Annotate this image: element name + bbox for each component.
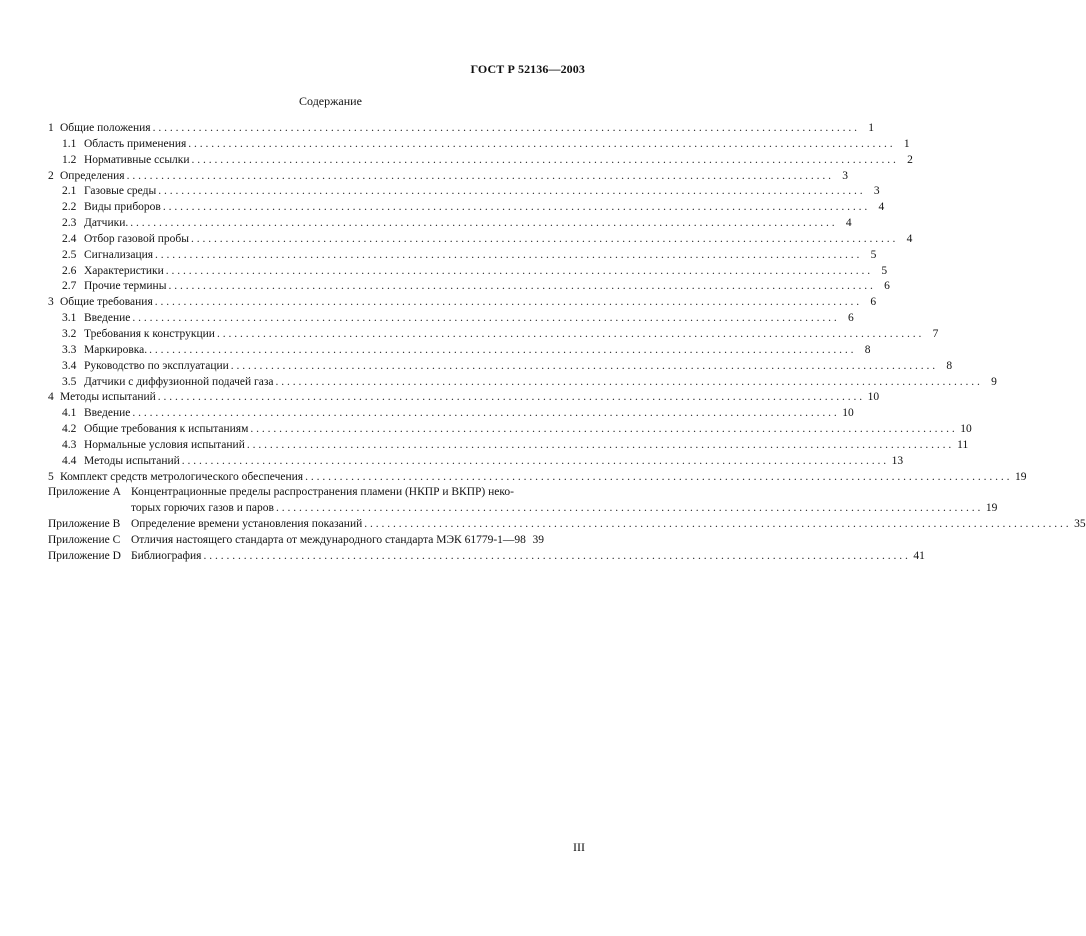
toc-entry[interactable] — [48, 248, 877, 264]
toc-entry-number: 2 — [48, 169, 54, 182]
dot-leader — [217, 327, 921, 343]
dot-leader — [155, 295, 859, 311]
toc-title: Содержание — [299, 94, 362, 108]
toc-entry-page: 9 — [991, 375, 997, 388]
toc-entry-label: Прочие термины — [84, 280, 167, 293]
toc-appendix-entry-continuation[interactable] — [48, 501, 998, 517]
toc-entry-label: Область применения — [84, 137, 187, 150]
dot-leader — [127, 169, 831, 185]
toc-entry[interactable] — [48, 232, 913, 248]
dot-leader — [132, 311, 836, 327]
toc-entry-page: 8 — [946, 359, 953, 372]
toc-entry[interactable] — [48, 406, 854, 422]
toc-entry[interactable] — [48, 295, 877, 311]
toc-entry-number: 3.2 — [62, 327, 77, 340]
dot-leader — [168, 279, 872, 295]
toc-entry-number: 4.4 — [62, 454, 77, 467]
toc-entry[interactable] — [48, 359, 953, 375]
toc-appendix-entry[interactable] — [48, 517, 1086, 533]
dot-leader — [166, 264, 870, 280]
toc-entry-page: 5 — [881, 264, 888, 277]
toc-entry-label: Методы испытаний — [60, 391, 156, 404]
toc-entry-number: 2.7 — [62, 280, 77, 293]
toc-entry-page: 6 — [884, 280, 890, 293]
toc-entry-number: 2.5 — [62, 248, 77, 261]
toc-entry[interactable] — [48, 121, 874, 137]
toc-entry-number: 3.1 — [62, 312, 77, 325]
toc-entry-number: 1.1 — [62, 137, 77, 150]
toc-appendix-number: Приложение А — [48, 486, 121, 499]
toc-entry-label: Методы испытаний — [84, 454, 180, 467]
dot-leader — [153, 121, 857, 137]
toc-entry-page: 10 — [960, 423, 972, 436]
dot-leader — [250, 422, 954, 438]
toc-appendix-entry[interactable] — [48, 549, 925, 565]
toc-entry-label: Отбор газовой пробы — [84, 232, 189, 245]
toc-appendix-label: Библиография — [131, 549, 202, 562]
dot-leader — [203, 549, 907, 565]
dot-leader — [231, 359, 935, 375]
toc-entry-number: 3.4 — [62, 359, 77, 372]
toc-entry-number: 4.3 — [62, 438, 77, 451]
page-number: III — [573, 840, 585, 854]
toc-entry-number: 2.1 — [62, 185, 77, 198]
toc-entry-number: 3 — [48, 296, 54, 309]
toc-entry-page: 2 — [907, 153, 913, 166]
toc-entry-label: Газовые среды — [84, 185, 157, 198]
toc-entry-label: Общие требования — [60, 296, 153, 309]
dot-leader — [130, 216, 834, 232]
toc-appendix-label: Концентрационные пределы распространения пламени (НКПР и ВКПР) неко- — [131, 486, 514, 499]
toc-entry-page: 4 — [845, 217, 852, 230]
toc-entry[interactable] — [48, 454, 904, 470]
toc-appendix-label: Определение времени установления показаний — [131, 518, 363, 531]
toc-appendix-page: 41 — [913, 549, 925, 562]
dot-leader — [182, 454, 886, 470]
toc-entry[interactable] — [48, 422, 972, 438]
toc-entry-label: Общие требования к испытаниям — [84, 423, 249, 436]
toc-entry[interactable] — [48, 169, 848, 185]
dot-leader — [191, 232, 895, 248]
dot-leader — [155, 248, 859, 264]
toc-entry[interactable] — [48, 311, 854, 327]
toc-entry-page: 19 — [1014, 470, 1027, 483]
toc-entry-number: 2.2 — [62, 201, 77, 214]
toc-entry-page: 1 — [868, 122, 874, 134]
toc-appendix-number: Приложение С — [48, 533, 121, 546]
toc-entry[interactable] — [48, 390, 880, 406]
toc-entry-label: Определения — [60, 169, 125, 182]
toc-entry-page: 10 — [867, 391, 880, 404]
toc-appendix-entry[interactable] — [48, 533, 584, 549]
toc-appendix-page: 19 — [985, 502, 998, 515]
toc-entry-label: Руководство по эксплуатации — [84, 359, 229, 372]
toc-entry[interactable] — [48, 184, 880, 200]
table-of-contents — [48, 121, 1086, 565]
dot-leader — [163, 200, 867, 216]
toc-entry-number: 3.5 — [62, 375, 77, 388]
toc-entry-label: Введение — [84, 407, 131, 420]
toc-entry-label: Общие положения — [60, 122, 151, 134]
toc-entry-page: 10 — [842, 407, 854, 420]
toc-entry-page: 11 — [957, 438, 969, 451]
toc-entry-label: Маркировка. — [84, 343, 148, 356]
toc-entry[interactable] — [48, 200, 885, 216]
toc-entry-page: 4 — [878, 201, 885, 214]
toc-entry-label: Требования к конструкции — [84, 327, 215, 340]
dot-leader — [149, 343, 853, 359]
dot-leader — [305, 470, 1009, 486]
toc-entry-number: 4.1 — [62, 407, 77, 420]
dot-leader — [276, 375, 980, 391]
toc-entry-number: 3.3 — [62, 343, 77, 356]
toc-entry-label: Характеристики — [84, 264, 164, 277]
toc-entry[interactable] — [48, 470, 1027, 486]
toc-entry-number: 2.4 — [62, 232, 77, 245]
dot-leader — [188, 137, 892, 153]
toc-appendix-number: Приложение D — [48, 549, 121, 562]
dot-leader — [132, 406, 836, 422]
dot-leader — [364, 517, 1068, 533]
dot-leader — [247, 438, 951, 454]
toc-entry-label: Введение — [84, 312, 131, 325]
dot-leader — [158, 184, 862, 200]
toc-appendix-page: 35 — [1074, 518, 1086, 531]
toc-entry-page: 4 — [906, 232, 913, 245]
dot-leader — [158, 390, 862, 406]
toc-entry-number: 5 — [48, 470, 54, 483]
toc-entry-number: 2.6 — [62, 264, 77, 277]
toc-entry-page: 3 — [842, 169, 848, 182]
toc-entry-label: Комплект средств метрологического обеспечения — [60, 470, 304, 483]
toc-entry-page: 7 — [932, 327, 939, 340]
toc-appendix-entry[interactable] — [48, 485, 584, 501]
toc-entry-number: 4.2 — [62, 423, 77, 436]
toc-entry-label: Датчики. — [84, 217, 129, 230]
toc-entry[interactable] — [48, 264, 888, 280]
toc-entry-label: Нормативные ссылки — [84, 153, 190, 166]
toc-entry-label: Нормальные условия испытаний — [84, 438, 245, 451]
toc-entry-label: Датчики с диффузионной подачей газа — [84, 375, 274, 388]
toc-entry[interactable] — [48, 375, 997, 391]
dot-leader — [192, 153, 896, 169]
toc-entry[interactable] — [48, 153, 913, 169]
toc-entry[interactable] — [48, 216, 852, 232]
toc-entry-page: 5 — [870, 248, 877, 261]
toc-entry[interactable] — [48, 327, 939, 343]
toc-appendix-number: Приложение В — [48, 518, 121, 531]
toc-entry[interactable] — [48, 137, 910, 153]
standard-header: ГОСТ Р 52136—2003 — [470, 62, 585, 76]
toc-entry[interactable] — [48, 343, 871, 359]
toc-entry[interactable] — [48, 438, 969, 454]
toc-entry-number: 1.2 — [62, 153, 77, 166]
toc-entry[interactable] — [48, 279, 890, 295]
toc-entry-number: 2.3 — [62, 217, 77, 230]
toc-entry-page: 3 — [873, 185, 880, 198]
toc-appendix-label: Отличия настоящего стандарта от международного стандарта МЭК 61779-1—98 — [131, 533, 526, 546]
toc-entry-label: Сигнализация — [84, 248, 154, 261]
toc-entry-page: 8 — [864, 343, 871, 356]
toc-appendix-page: 39 — [532, 533, 544, 546]
toc-entry-page: 1 — [903, 137, 910, 150]
toc-entry-number: 1 — [48, 122, 54, 134]
toc-entry-number: 4 — [48, 391, 54, 404]
toc-entry-label: Виды приборов — [84, 201, 161, 214]
toc-entry-page: 6 — [847, 312, 854, 325]
toc-entry-page: 13 — [891, 454, 904, 467]
toc-entry-page: 6 — [870, 296, 877, 309]
dot-leader — [276, 501, 980, 517]
toc-appendix-label-continuation: торых горючих газов и паров — [131, 502, 274, 515]
